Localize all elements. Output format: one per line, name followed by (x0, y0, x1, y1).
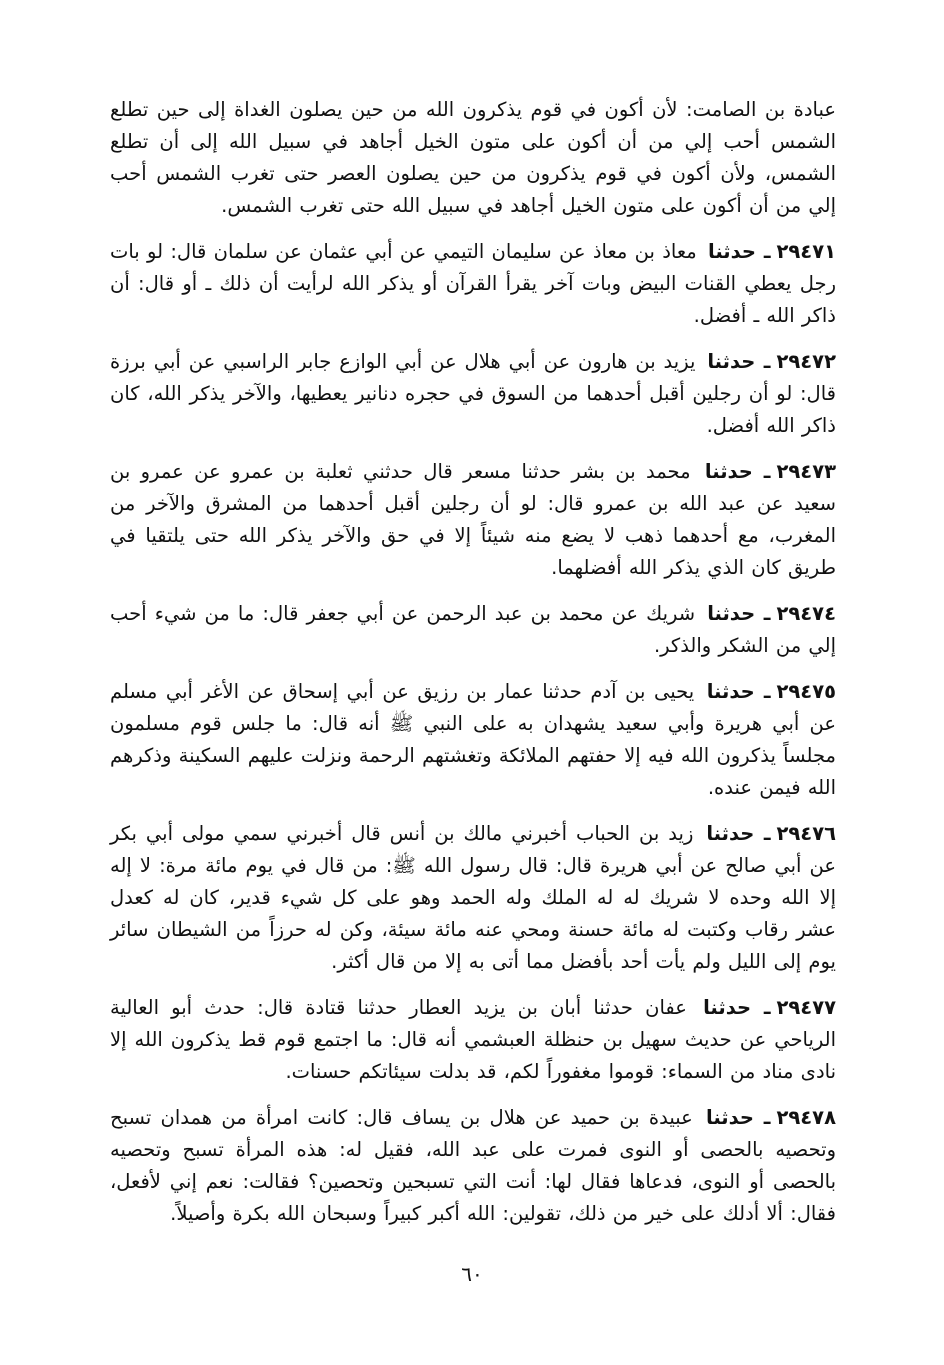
hadith-text: يحيى بن آدم حدثنا عمار بن رزيق عن أبي إسحاق عن الأغر أبي مسلم عن أبي هريرة وأبي سعيد يشهدان به على النبي ﷺ أنه قال: ما جلس قوم مسلمون مجلساً يذكرون الله فيه إلا حفتهم الملائكة وتغشتهم الرحمة ونزلت عليهم السكينة وذكرهم الله فيمن عنده. (110, 680, 836, 799)
hadith-number: ٢٩٤٧٧ (776, 996, 836, 1019)
hadith-text: زيد بن الحباب أخبرني مالك بن أنس قال أخبرني سمي مولى أبي بكر عن أبي صالح عن أبي هريرة قال: قال رسول الله ﷺ: من قال في يوم مائة مرة: لا إله إلا الله وحده لا شريك له له الملك وله الحمد وهو على كل شيء قدير، كان له كعدل عشر رقاب وكتبت له مائة حسنة ومحي عنه مائة سيئة، وكن له حرزاً من الشيطان سائر يوم إلى الليل ولم يأت أحد بأفضل مما أتى به إلا من قال أكثر. (110, 822, 836, 973)
page-number: ٦٠ (461, 1262, 483, 1286)
hadith-lead: ـ حدثنا (708, 240, 771, 263)
hadith-number: ٢٩٤٧٥ (776, 680, 836, 703)
hadith-text: يزيد بن هارون عن أبي هلال عن أبي الوازع جابر الراسبي عن أبي برزة قال: لو أن رجلين أقبل أحدهما من السوق في حجره دنانير يعطيها، والآخر يذكر الله، كان ذاكر الله أفضل. (110, 350, 836, 437)
hadith-lead: ـ حدثنا (707, 350, 771, 373)
paragraph-text: عبادة بن الصامت: لأن أكون في قوم يذكرون الله من حين يصلون الغداة إلى حين تطلع الشمس أحب إلي من أن أكون على متون الخيل أجاهد في سبيل الله إلى أن تطلع الشمس، ولأن أكون في قوم يذكرون من حين يصلون العصر حتى تغرب الشمس أحب إلي من أن أكون على متون الخيل أجاهد في سبيل الله حتى تغرب الشمس. (110, 98, 836, 217)
hadith-lead: ـ حدثنا (706, 1106, 771, 1129)
hadith-number: ٢٩٤٧٦ (776, 822, 836, 845)
hadith-number: ٢٩٤٧٣ (776, 460, 836, 483)
hadith-number: ٢٩٤٧٨ (776, 1106, 836, 1129)
hadith-29478 (110, 1102, 836, 1230)
hadith-number: ٢٩٤٧٢ (776, 350, 836, 373)
hadith-lead: ـ حدثنا (704, 460, 771, 483)
hadith-number: ٢٩٤٧١ (776, 240, 836, 263)
hadith-text: عفان حدثنا أبان بن يزيد العطار حدثنا قتادة قال: حدث أبو العالية الرياحي عن حديث سهيل بن حنظلة العبشمي أنه قال: ما اجتمع قوم قط يذكرون الله إلا نادى مناد من السماء: قوموا مغفوراً لكم، قد بدلت سيئاتكم حسنات. (110, 996, 836, 1083)
hadith-number: ٢٩٤٧٤ (776, 602, 836, 625)
hadith-text: محمد بن بشر حدثنا مسعر قال حدثني ثعلبة بن عمرو عن عمرو بن سعيد عن عبد الله بن عمرو قال: لو أن رجلين أقبل أحدهما من المشرق والآخر من المغرب، مع أحدهما ذهب لا يضع منه شيئاً إلا في حق والآخر يذكر الله حتى يلتقيا في طريق كان الذي يذكر الله أفضلهما. (110, 460, 836, 579)
hadith-29475 (110, 676, 836, 804)
hadith-29472 (110, 346, 836, 442)
hadith-29477 (110, 992, 836, 1088)
hadith-29471 (110, 236, 836, 332)
hadith-lead: ـ حدثنا (706, 822, 771, 845)
hadith-text: عبيدة بن حميد عن هلال بن يساف قال: كانت امرأة من همدان تسبح وتحصيه بالحصى أو النوى فمرت على عبد الله، فقيل له: هذه المرأة تسبح وتحصيه بالحصى أو النوى، فدعاها فقال لها: أنت التي تسبحين وتحصين؟ فقالت: نعم إني لأفعل، فقال: ألا أدلك على خير من ذلك، تقولين: الله أكبر كبيراً وسبحان الله بكرة وأصيلاً. (110, 1106, 836, 1225)
hadith-lead: ـ حدثنا (706, 680, 771, 703)
hadith-text: معاذ بن معاذ عن سليمان التيمي عن أبي عثمان عن سلمان قال: لو بات رجل يعطي القنات البيض وبات آخر يقرأ القرآن أو يذكر الله لرأيت أن ذلك ـ أو قال: أن ذاكر الله ـ أفضل. (110, 240, 836, 327)
hadith-lead: ـ حدثنا (703, 996, 771, 1019)
hadith-text: شريك عن محمد بن عبد الرحمن عن أبي جعفر قال: ما من شيء أحب إلي من الشكر والذكر. (110, 602, 836, 657)
page-body (110, 94, 836, 1244)
hadith-lead: ـ حدثنا (707, 602, 771, 625)
hadith-29474 (110, 598, 836, 662)
paragraph-intro (110, 94, 836, 222)
hadith-29476 (110, 818, 836, 978)
hadith-29473 (110, 456, 836, 584)
